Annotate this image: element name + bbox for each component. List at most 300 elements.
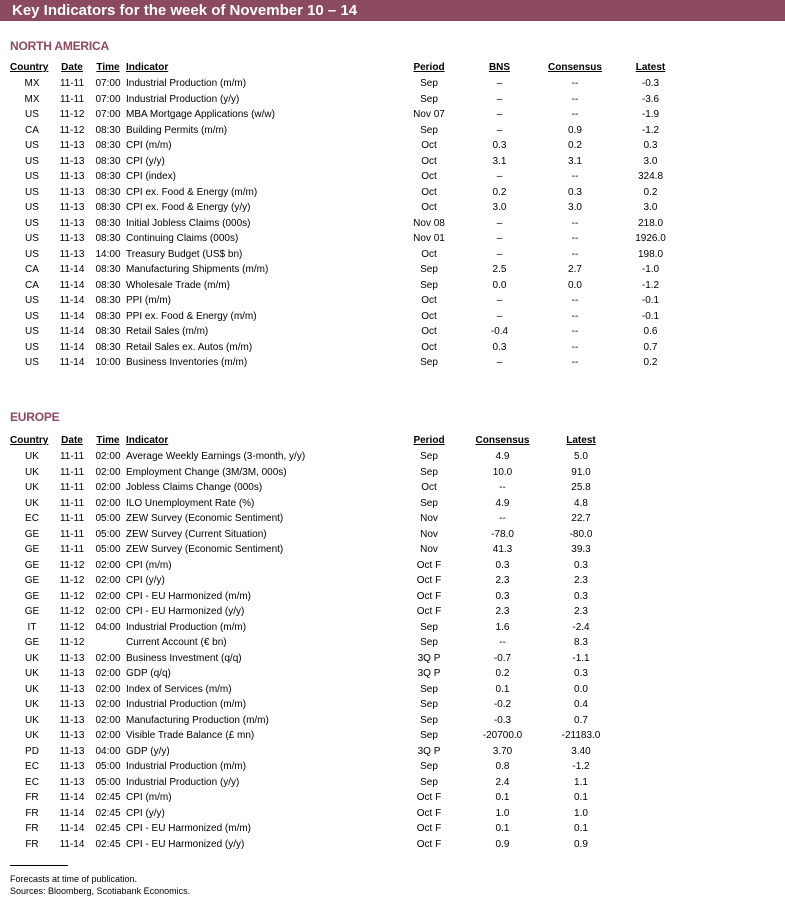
cell-indicator: Continuing Claims (000s) [126, 233, 239, 244]
cell-indicator: Manufacturing Shipments (m/m) [126, 264, 269, 275]
cell-period: Sep [420, 776, 438, 788]
cell-time: 02:00 [95, 714, 121, 726]
cell-period: Nov 01 [413, 233, 445, 244]
col-header-time: Time [96, 62, 120, 73]
table-row [10, 728, 621, 744]
cell-country: PD [25, 745, 39, 757]
cell-country: EC [25, 513, 39, 524]
cell-date: 11-11 [59, 93, 85, 105]
cell-bns: -0.4 [490, 326, 509, 337]
cell-time: 02:00 [95, 590, 121, 602]
table-row [10, 620, 621, 636]
table-row [10, 138, 686, 154]
cell-time: 02:45 [95, 838, 121, 850]
cell-indicator: Building Permits (m/m) [126, 124, 228, 136]
cell-time: 08:30 [95, 140, 121, 151]
cell-indicator: CPI (index) [126, 171, 177, 182]
cell-date: 11-13 [59, 171, 85, 182]
cell-country: UK [25, 497, 39, 509]
cell-date: 11-14 [59, 357, 85, 368]
cell-period: Oct [421, 155, 437, 167]
cell-indicator: CPI - EU Harmonized (m/m) [126, 823, 252, 834]
table-row [10, 231, 686, 247]
table-row [10, 340, 686, 356]
cell-indicator: Business Investment (q/q) [126, 652, 242, 664]
cell-indicator: Industrial Production (y/y) [126, 776, 240, 788]
col-header-period: Period [413, 62, 445, 73]
cell-date: 11-14 [59, 823, 85, 834]
cell-period: Oct F [416, 838, 442, 850]
cell-consensus: 41.3 [492, 544, 513, 555]
cell-date: 11-11 [59, 544, 85, 555]
table-row [10, 790, 621, 806]
cell-time: 02:00 [95, 559, 121, 571]
cell-date: 11-13 [59, 683, 85, 695]
table-row [10, 449, 621, 465]
cell-consensus: -0.7 [493, 652, 512, 664]
cell-consensus: 1.6 [495, 621, 510, 633]
cell-latest: 1.1 [574, 776, 588, 788]
col-header-consensus: Consensus [548, 62, 602, 73]
cell-time: 05:00 [95, 513, 121, 524]
cell-consensus: -- [499, 637, 506, 648]
table-row [10, 169, 686, 185]
table-row [10, 216, 686, 232]
cell-time: 08:30 [95, 202, 121, 213]
cell-bns: – [496, 171, 503, 182]
cell-time: 07:00 [95, 93, 121, 105]
cell-latest: 0.6 [643, 326, 658, 337]
cell-period: Oct F [416, 575, 442, 586]
table-row [10, 821, 621, 837]
cell-country: UK [25, 699, 39, 710]
cell-country: US [25, 233, 39, 244]
cell-country: GE [24, 637, 40, 648]
cell-consensus: 3.1 [568, 155, 582, 167]
cell-date: 11-13 [59, 186, 85, 198]
cell-latest: -1.0 [641, 264, 660, 275]
cell-latest: -1.2 [641, 279, 660, 291]
cell-latest: 0.7 [574, 714, 588, 726]
cell-time: 05:00 [95, 528, 121, 540]
table-row [10, 76, 686, 92]
cell-indicator: CPI ex. Food & Energy (y/y) [126, 202, 251, 213]
cell-bns: 3.1 [492, 155, 507, 167]
cell-country: US [25, 248, 39, 260]
cell-time: 08:30 [95, 155, 121, 167]
cell-latest: 0.7 [643, 341, 658, 353]
cell-period: Sep [420, 714, 438, 726]
table-row [10, 604, 621, 620]
cell-consensus: 3.70 [492, 745, 513, 757]
table-row [10, 806, 621, 822]
cell-consensus: 0.1 [495, 683, 510, 695]
cell-time: 02:00 [95, 699, 121, 710]
cell-country: US [25, 295, 39, 306]
cell-indicator: PPI (m/m) [126, 295, 171, 306]
table-row [10, 107, 686, 123]
table-row [10, 759, 621, 775]
cell-consensus: -- [571, 310, 579, 322]
cell-time: 08:30 [95, 233, 121, 244]
cell-period: Oct F [416, 590, 442, 602]
cell-consensus: 1.0 [495, 807, 510, 819]
cell-period: Sep [420, 124, 438, 136]
cell-period: Nov [420, 513, 438, 524]
cell-period: Oct [421, 482, 437, 493]
cell-date: 11-11 [59, 78, 85, 89]
cell-country: UK [25, 683, 39, 695]
cell-consensus: 0.3 [568, 186, 582, 198]
cell-time: 05:00 [95, 544, 121, 555]
cell-period: Oct F [416, 606, 442, 617]
col-header-time: Time [96, 435, 120, 446]
cell-date: 11-14 [59, 264, 85, 275]
cell-consensus: -- [571, 326, 579, 337]
col-header-country: Country [10, 62, 49, 73]
cell-period: Nov 08 [413, 217, 445, 229]
cell-latest: 324.8 [637, 171, 664, 182]
cell-indicator: Industrial Production (y/y) [126, 93, 240, 105]
cell-period: Sep [420, 730, 438, 741]
col-header-indicator: Indicator [126, 62, 169, 73]
cell-consensus: 2.3 [495, 575, 510, 586]
cell-period: Sep [420, 683, 438, 695]
cell-consensus: 2.4 [495, 776, 510, 788]
cell-bns: 0.3 [492, 341, 507, 353]
cell-latest: -0.1 [641, 295, 660, 306]
cell-consensus: -- [571, 109, 579, 120]
cell-country: FR [25, 807, 39, 819]
cell-indicator: Industrial Production (m/m) [126, 761, 247, 772]
cell-indicator: Industrial Production (m/m) [126, 621, 247, 633]
cell-latest: 91.0 [571, 466, 591, 478]
cell-consensus: -0.3 [493, 714, 512, 726]
cell-latest: -80.0 [569, 528, 593, 540]
cell-indicator: PPI ex. Food & Energy (m/m) [126, 310, 257, 322]
cell-latest: 2.3 [574, 575, 588, 586]
cell-indicator: ZEW Survey (Current Situation) [126, 528, 267, 540]
cell-time: 10:00 [95, 357, 121, 368]
cell-latest: 3.0 [643, 155, 658, 167]
cell-date: 11-13 [59, 155, 85, 167]
cell-date: 11-13 [59, 745, 85, 757]
cell-indicator: Index of Services (m/m) [126, 683, 232, 695]
cell-period: Sep [420, 279, 438, 291]
cell-date: 11-14 [59, 341, 85, 353]
cell-date: 11-14 [59, 792, 85, 803]
title-banner [0, 0, 785, 21]
cell-period: Oct [421, 310, 437, 322]
cell-time: 07:00 [95, 78, 121, 89]
cell-latest: 0.3 [574, 668, 588, 679]
table-row [10, 465, 621, 481]
table-row [10, 542, 621, 558]
cell-indicator: Industrial Production (m/m) [126, 78, 247, 89]
cell-consensus: -- [571, 341, 579, 353]
cell-date: 11-12 [59, 575, 85, 586]
table-row [10, 527, 621, 543]
cell-consensus: -- [499, 513, 506, 524]
cell-indicator: CPI (m/m) [126, 792, 172, 803]
cell-time: 08:30 [95, 264, 121, 275]
cell-consensus: 10.0 [492, 466, 513, 478]
cell-period: Oct [421, 326, 437, 337]
cell-indicator: CPI - EU Harmonized (y/y) [126, 606, 245, 617]
cell-indicator: CPI (y/y) [126, 807, 165, 819]
cell-indicator: Business Inventories (m/m) [126, 357, 248, 368]
cell-date: 11-13 [59, 248, 85, 260]
cell-time: 14:00 [95, 248, 121, 260]
cell-date: 11-13 [59, 652, 85, 664]
cell-time: 08:30 [95, 310, 121, 322]
cell-period: Oct F [416, 559, 442, 571]
cell-country: UK [25, 482, 39, 493]
cell-country: US [25, 140, 39, 151]
section-title-europe: EUROPE [10, 410, 60, 424]
cell-latest: 4.8 [574, 497, 588, 509]
cell-country: US [25, 341, 39, 353]
table-row [10, 293, 686, 309]
table-row [10, 666, 621, 682]
cell-period: Oct [421, 171, 437, 182]
cell-indicator: Retail Sales (m/m) [126, 326, 209, 337]
footnote-sources: Sources: Bloomberg, Scotiabank Economics. [10, 886, 191, 896]
cell-latest: 5.0 [574, 451, 588, 462]
cell-country: MX [24, 78, 40, 89]
table-row [10, 682, 621, 698]
cell-country: US [25, 357, 39, 368]
cell-period: Sep [420, 93, 438, 105]
cell-indicator: CPI ex. Food & Energy (m/m) [126, 186, 258, 198]
cell-latest: -2.4 [572, 621, 590, 633]
cell-period: Oct F [416, 792, 442, 803]
cell-indicator: MBA Mortgage Applications (w/w) [126, 109, 275, 120]
cell-time: 08:30 [95, 124, 121, 136]
cell-consensus: 0.9 [568, 124, 582, 136]
col-header-country: Country [10, 435, 49, 446]
cell-period: Nov [420, 528, 438, 540]
cell-country: GE [24, 559, 40, 571]
cell-period: Oct [421, 140, 437, 151]
cell-bns: 0.3 [492, 140, 507, 151]
cell-indicator: Industrial Production (m/m) [126, 699, 247, 710]
cell-period: Oct [421, 248, 437, 260]
cell-time: 04:00 [95, 745, 121, 757]
cell-consensus: 2.3 [495, 606, 510, 617]
cell-time: 04:00 [95, 621, 121, 633]
cell-country: UK [25, 668, 39, 679]
cell-indicator: Manufacturing Production (m/m) [126, 714, 269, 726]
cell-latest: 3.40 [571, 745, 591, 757]
cell-date: 11-12 [59, 606, 85, 617]
cell-period: Sep [420, 451, 438, 462]
cell-date: 11-13 [59, 140, 85, 151]
cell-time: 08:30 [95, 341, 121, 353]
europe-table [10, 433, 621, 852]
cell-time [90, 635, 126, 651]
cell-date: 11-13 [59, 668, 85, 679]
cell-period: Nov [420, 544, 438, 555]
table-row [10, 278, 686, 294]
cell-period: 3Q P [417, 652, 441, 664]
cell-bns: – [496, 248, 503, 260]
table-row [10, 154, 686, 170]
col-header-date: Date [61, 435, 83, 446]
cell-latest: -1.2 [572, 761, 590, 772]
cell-bns: 2.5 [492, 264, 507, 275]
cell-time: 08:30 [95, 279, 121, 291]
cell-indicator: Employment Change (3M/3M, 000s) [126, 466, 287, 478]
cell-time: 08:30 [95, 186, 121, 198]
cell-latest: 0.3 [574, 590, 588, 602]
cell-country: UK [25, 652, 39, 664]
cell-indicator: CPI (y/y) [126, 155, 165, 167]
table-row [10, 837, 621, 853]
cell-time: 08:30 [95, 217, 121, 229]
cell-country: GE [24, 590, 40, 602]
cell-date: 11-14 [59, 326, 85, 337]
cell-country: US [25, 202, 39, 213]
cell-date: 11-14 [59, 807, 85, 819]
cell-date: 11-12 [59, 559, 85, 571]
cell-date: 11-14 [59, 295, 85, 306]
cell-consensus: -78.0 [491, 528, 514, 540]
table-row [10, 651, 621, 667]
cell-indicator: ZEW Survey (Economic Sentiment) [126, 513, 284, 524]
cell-bns: 3.0 [492, 202, 507, 213]
table-row [10, 635, 621, 651]
col-header-date: Date [61, 62, 83, 73]
cell-latest: 0.3 [643, 140, 658, 151]
table-row [10, 324, 686, 340]
cell-consensus: 0.8 [495, 761, 510, 772]
cell-period: Sep [420, 357, 438, 368]
cell-consensus: -20700.0 [482, 730, 523, 741]
cell-period: Sep [420, 637, 438, 648]
cell-consensus: -- [571, 248, 579, 260]
cell-date: 11-12 [59, 637, 85, 648]
cell-date: 11-13 [59, 714, 85, 726]
cell-consensus: 0.1 [495, 823, 510, 834]
cell-indicator: Retail Sales ex. Autos (m/m) [126, 341, 253, 353]
cell-time: 02:00 [95, 482, 121, 493]
cell-latest: 0.1 [574, 792, 588, 803]
cell-latest: 0.2 [643, 357, 658, 368]
cell-country: UK [25, 451, 39, 462]
section-title-north-america: NORTH AMERICA [10, 39, 109, 53]
cell-time: 02:00 [95, 497, 121, 509]
cell-indicator: CPI - EU Harmonized (y/y) [126, 838, 245, 850]
cell-country: EC [25, 761, 39, 772]
table-row [10, 713, 621, 729]
cell-period: Sep [420, 466, 438, 478]
cell-country: US [25, 109, 39, 120]
cell-time: 02:00 [95, 466, 121, 478]
footnote-divider [10, 865, 68, 866]
cell-consensus: -- [571, 93, 579, 105]
table-row [10, 262, 686, 278]
cell-consensus: -- [571, 217, 579, 229]
cell-time: 02:00 [95, 730, 121, 741]
col-header-period: Period [413, 435, 445, 446]
cell-consensus: -- [571, 171, 579, 182]
cell-period: Oct [421, 202, 437, 213]
table-row [10, 697, 621, 713]
cell-bns: – [496, 124, 503, 136]
cell-bns: – [496, 217, 503, 229]
cell-time: 02:45 [95, 792, 121, 803]
cell-consensus: 0.2 [568, 140, 582, 151]
cell-date: 11-11 [59, 497, 85, 509]
table-row [10, 247, 686, 263]
cell-time: 05:00 [95, 776, 121, 788]
table-row [10, 185, 686, 201]
cell-consensus: 3.0 [568, 202, 582, 213]
cell-indicator: GDP (y/y) [126, 745, 170, 757]
cell-country: US [25, 310, 39, 322]
cell-date: 11-11 [59, 482, 85, 493]
cell-date: 11-12 [59, 590, 85, 602]
cell-period: Oct F [416, 807, 442, 819]
cell-indicator: Jobless Claims Change (000s) [126, 482, 263, 493]
cell-latest: 2.3 [574, 606, 588, 617]
cell-period: Sep [420, 78, 438, 89]
cell-country: EC [25, 776, 39, 788]
col-header-consensus: Consensus [475, 435, 530, 446]
col-header-latest: Latest [635, 62, 666, 73]
cell-date: 11-14 [59, 279, 85, 291]
cell-country: CA [25, 264, 39, 275]
cell-consensus: -0.2 [493, 699, 512, 710]
cell-time: 02:00 [95, 575, 121, 586]
cell-indicator: Current Account (€ bn) [126, 637, 227, 648]
cell-date: 11-14 [59, 310, 85, 322]
cell-consensus: 0.3 [495, 590, 510, 602]
cell-bns: – [496, 93, 503, 105]
cell-bns: – [496, 78, 503, 89]
cell-country: FR [25, 792, 39, 803]
north-america-table [10, 60, 686, 371]
cell-time: 07:00 [95, 109, 121, 120]
cell-latest: 0.1 [574, 823, 588, 834]
cell-time: 02:00 [95, 652, 121, 664]
cell-date: 11-13 [59, 217, 85, 229]
cell-indicator: ZEW Survey (Economic Sentiment) [126, 544, 284, 555]
table-row [10, 480, 621, 496]
cell-consensus: 4.9 [495, 497, 510, 509]
table-header-row [10, 60, 686, 76]
cell-consensus: 0.0 [568, 279, 582, 291]
cell-country: GE [24, 606, 40, 617]
cell-bns: – [496, 357, 503, 368]
cell-time: 02:00 [95, 606, 121, 617]
cell-latest: -1.2 [641, 124, 660, 136]
col-header-bns: BNS [488, 62, 511, 73]
cell-bns: – [496, 295, 503, 306]
cell-consensus: 2.7 [568, 264, 582, 275]
cell-date: 11-11 [59, 451, 85, 462]
cell-latest: 39.3 [571, 544, 591, 555]
cell-bns: – [496, 109, 503, 120]
cell-country: UK [25, 730, 39, 741]
cell-period: Sep [420, 264, 438, 275]
cell-consensus: 0.9 [495, 838, 510, 850]
cell-latest: -0.3 [641, 78, 660, 89]
col-header-indicator: Indicator [126, 435, 169, 446]
cell-period: Oct [421, 295, 437, 306]
cell-date: 11-13 [59, 233, 85, 244]
